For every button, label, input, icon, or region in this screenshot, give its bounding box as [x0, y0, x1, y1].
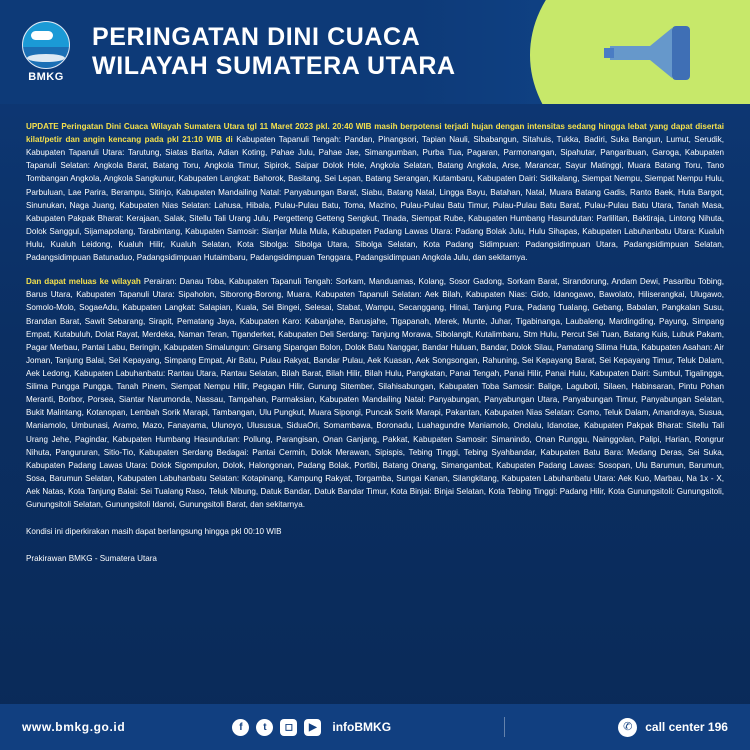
- signature: Prakirawan BMKG - Sumatera Utara: [26, 554, 157, 564]
- title-line-2: WILAYAH SUMATERA UTARA: [92, 52, 456, 80]
- paragraph-primary-areas: [26, 120, 724, 264]
- logo-label: BMKG: [28, 71, 64, 83]
- call-center-label[interactable]: call center 196: [645, 720, 728, 734]
- call-center-block: [618, 718, 728, 737]
- social-handle[interactable]: infoBMKG: [332, 720, 392, 734]
- footer-divider: [504, 717, 505, 737]
- header: [0, 0, 750, 104]
- youtube-icon[interactable]: ▶: [304, 719, 321, 736]
- bmkg-logo: [14, 21, 78, 83]
- megaphone-icon: [600, 18, 710, 88]
- paragraph-2-text: Perairan: Danau Toba, Kabupaten Tapanuli Tengah: Sorkam, Manduamas, Kolang, Sosor Gadong, Sorkam Barat, Sirandorung, Andam Dewi, Pasaribu Tobing, Barus Utara, Kabupaten Tapanuli Utara: Sipaholon, Siborong-Borong, Muara, Kabupaten Tapanuli Selatan: Aek Bilah, Kabupaten Nias: Gido, Idanogawo, Bawolato, Hiliserangkai, Ulugawo, Somolo-Molo, SogaeAdu, Kabupaten Langkat: Salapian, Kuala, Sei Bingei, Selesai, Stabat, Wampu, Secanggang, Hinai, Tanjung Pura, Padang Tualang, Gebang, Babalan, Pangkalan Susu, Brandan Barat, Sawit Sebarang, Sirapit, Pematang Jaya, Kabupaten Karo: Kabanjahe, Barusjahe, Tigapanah, Merek, Munte, Juhar, Tigabinanga, Laubaleng, Mardingding, Payung, Simpang Empat, Kutabuluh, Dolat Rayat, Merdeka, Naman Teran, Tiganderket, Kabupaten Deli Serdang: Tanjung Morawa, Sibolangit, Kutalimbaru, Stm Hulu, Percut Sei Tuan, Batang Kuis, Lubuk Pakam, Pagar Merbau, Pantai Labu, Beringin, Kabupaten Simalungun: Girsang Sipangan Bolon, Dolok Batu Nanggar, Bandar Huluan, Bandar, Dolok Silau, Pamatang Silima Huta, Kabupaten Asahan: Air Joman, Tanjung Balai, Sei Kepayang, Simpang Empat, Air Batu, Pulau Rakyat, Bandar Pulau, Aek Kuasan, Aek Songsongan, Rahuning, Sei Kepayang Barat, Sei Kepayang Timur, Teluk Dalam, Aek Ledong, Kabupaten Labuhanbatu: Rantau Utara, Rantau Selatan, Bilah Barat, Bilah Hilir, Bilah Hulu, Pangkatan, Panai Tengah, Panai Hilir, Panai Hulu, Kabupaten Dairi: Sumbul, Tigalingga, Silima Pungga Pungga, Tanah Pinem, Siempat Nempu Hilir, Pegagan Hilir, Gunung Sitember, Silahisabungan, Kabupaten Toba Samosir: Balige, Laguboti, Silaen, Habinsaran, Pintu Pohan Meranti, Borbor, Porsea, Siantar Narumonda, Nassau, Tampahan, Parmaksian, Kabupaten Mandailing Natal: Panyabungan, Panyabungan Utara, Panyabungan Timur, Panyabungan Selatan, Bukit Malintang, Kotanopan, Lembah Sorik Marapi, Tambangan, Ulu Pungkut, Muara Sipongi, Puncak Sorik Marapi, Pakantan, Kabupaten Nias Selatan: Gomo, Teluk Dalam, Amandraya, Susua, Maniamolo, Umbunasi, Aramo, Mazo, Fanayama, Ulunoyo, Ulususua, SiduaOri, Somambawa, Boronadu, Luahagundre Maniamolo, Onolalu, Idanotae, Kabupaten Pakpak Bharat: Sitellu Tali Urang Jehe, Pagindar, Kabupaten Humbang Hasundutan: Pollung, Parangisan, Onan Ganjang, Pakkat, Kabupaten Samosir: Simanindo, Onan Runggu, Nainggolan, Palipi, Harian, Rongrur Nihuta, Pangururan, Sitio-Tio, Kabupaten Serdang Bedagai: Pantai Cermin, Dolok Merawan, Sipispis, Tebing Tinggi, Tebing Syahbandar, Kabupaten Batu Bara: Medang Deras, Sei Suka, Kabupaten Padang Lawas Utara: Dolok Sigompulon, Dolok, Halongonan, Padang Bolak, Portibi, Batang Onang, Simangambat, Kabupaten Padang Lawas: Sosopan, Ulu Barumun, Barumun, Sosa, Barumun Selatan, Kabupaten Labuhanbatu Selatan: Kotapinang, Kampung Rakyat, Torgamba, Sungai Kanan, Silangkitang, Kabupaten Labuhanbatu Utara: Aek Kuo, Marbau, Na 1x - X, Aek Natas, Kota Tanjung Balai: Sei Tualang Raso, Teluk Nibung, Datuk Bandar, Datuk Bandar Timur, Kota Binjai: Binjai Selatan, Kota Tebing Tinggi: Padang Hilir, Kota Gunungsitoli: Gunungsitoli, Gunungsitoli Selatan, Gunungsitoli Idanoi, Gunungsitoli Barat, dan sekitarnya.: [26, 277, 724, 510]
- phone-icon: ✆: [618, 718, 637, 737]
- twitter-icon[interactable]: t: [256, 719, 273, 736]
- warning-body: [0, 104, 750, 573]
- social-block: [232, 719, 391, 736]
- paragraph-spread-areas: [26, 275, 724, 511]
- page-title: [86, 23, 456, 82]
- facebook-icon[interactable]: f: [232, 719, 249, 736]
- logo-circle-icon: [22, 21, 70, 69]
- instagram-icon[interactable]: ◻: [280, 719, 297, 736]
- closing-note: Kondisi ini diperkirakan masih dapat berlangsung hingga pkl 00:10 WIB: [26, 527, 282, 537]
- footer: [0, 704, 750, 750]
- paragraph-2-lead: Dan dapat meluas ke wilayah: [26, 277, 144, 287]
- website-link[interactable]: www.bmkg.go.id: [22, 720, 126, 734]
- paragraph-1-text: Kabupaten Tapanuli Tengah: Pandan, Pinangsori, Tapian Nauli, Sibabangun, Sitahuis, Tukka, Badiri, Suka Bangun, Lumut, Serudik, Kabupaten Tapanuli Utara: Tarutung, Siatas Barita, Adian Koting, Pahae Julu, Pahae Jae, Simangumban, Purba Tua, Pagaran, Parmonangan, Sipahutar, Pangaribuan, Garoga, Kabupaten Tapanuli Selatan: Angkola Barat, Batang Toru, Angkola Timur, Sipirok, Saipar Dolok Hole, Angkola Selatan, Batang Angkola, Arse, Marancar, Sayur Matinggi, Muara Batang Toru, Tano Tombangan Angkola, Angkola Sangkunur, Kabupaten Langkat: Bahorok, Basitang, Sei Lepan, Batang Serangan, Kutambaru, Kabupaten Dairi: Sidikalang, Siempat Nempu, Siempat Nempu Hulu, Parbuluan, Lae Parira, Berampu, Sitinjo, Kabupaten Mandailing Natal: Panyabungan Barat, Siabu, Batang Natal, Lingga Bayu, Batahan, Natal, Muara Batang Gadis, Ranto Baek, Huta Bargot, Sinunukan, Naga Juang, Kabupaten Nias Selatan: Lahusa, Hibala, Pulau-Pulau Batu, Toma, Mazino, Pulau-Pulau Batu Timur, Pulau-Pulau Batu Barat, Pulau-Pulau Batu Utara, Tanah Masa, Kabupaten Pakpak Bharat: Kerajaan, Salak, Sitellu Tali Urang Julu, Pergetteng Getteng Sengkut, Tinada, Siempat Rube, Kabupaten Humbang Hasundutan: Parlilitan, Baktiraja, Lintong Nihuta, Dolok Sanggul, Sijamapolang, Tarabintang, Kabupaten Samosir: Sianjar Mula Mula, Kabupaten Padang Lawas Utara: Padang Bolak Julu, Hulu Sihapas, Kabupaten Labuhanbatu Utara: Kualuh Hulu, Kualuh Leidong, Kualuh Hilir, Kualuh Selatan, Kota Sibolga: Sibolga Utara, Sibolga Selatan, Kota Padang Sidimpuan: Padangsidimpuan Utara, Padangsidimpuan Selatan, Padangsidimpuan Batunaduo, Padangsidimpuan Hutaimbaru, Padangsidimpuan Tenggara, Padangsidimpuan Angkola Julu, dan sekitarnya.: [26, 135, 724, 263]
- paragraph-1-lead: UPDATE Peringatan Dini Cuaca Wilayah Sumatera Utara tgl 11 Maret 2023 pkl. 20:40 WIB masih berpotensi terjadi hujan dengan intensitas sedang hingga lebat yang dapat disertai kilat/petir dan angin kencang pada pkl 21:10 WIB di: [26, 122, 724, 145]
- title-line-1: PERINGATAN DINI CUACA: [92, 22, 421, 51]
